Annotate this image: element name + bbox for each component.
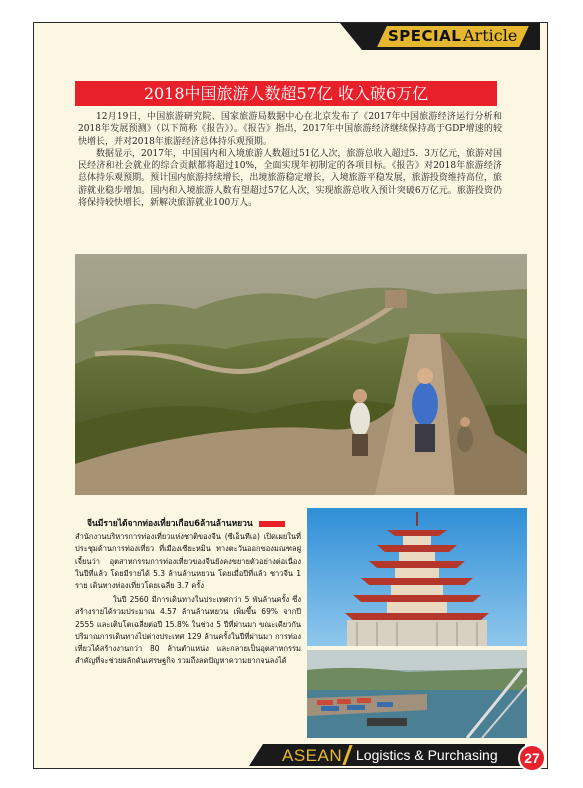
pagoda-photo — [307, 508, 527, 646]
thai-article-body — [75, 518, 301, 667]
footer-magazine-name: Logistics & Purchasing — [356, 747, 498, 763]
thai-paragraph-1: สำนักงานบริหารการท่องเที่ยวแห่งชาติของจีน (ซีเอ็นทีเอ) เปิดเผยในที่ประชุมด้านการท่องเที่ยว ที่เมืองเซียะหมิน ทางตะวันออกของมณฑลฝูเจี้ยนว่า อุตสาหกรรมการท่องเที่ยวของจีนยังคงขยายตัวอย่างต่อเนื่องในปีที่แล้ว โดยมีรายได้ 5.3 ล้านล้านหยวน โดยเมื่อปีที่แล้ว ชาวจีน 1 ราย เดินทางท่องเที่ยวโดยเฉลี่ย 3.7 ครั้ง — [75, 532, 301, 591]
thai-paragraph-2: ในปี 2560 มีการเดินทางในประเทศกว่า 5 พันล้านครั้ง ซึ่งสร้างรายได้รวมประมาณ 4.57 ล้านล้านหยวน เพิ่มขึ้น 69% จากปี 2555 และเติบโตเฉลี่ยต่อปี 15.8% ในช่วง 5 ปีที่ผ่านมา ขณะเดียวกัน ปริมาณการเดินทางไปต่างประเทศ 129 ล้านครั้งในปีที่ผ่านมา การท่องเที่ยวได้สร้างงานกว่า 80 ล้านตำแหน่ง และกลายเป็นอุตสาหกรรมสำคัญที่จะช่วยผลักดันเศรษฐกิจ รวมถึงลดปัญหาความยากจนลงได้ — [75, 595, 301, 666]
port-photo — [307, 650, 527, 738]
page-number-badge: 27 — [518, 744, 546, 772]
chinese-paragraph-1: 12月19日，中国旅游研究院、国家旅游局数据中心在北京发布了《2017年中国旅游经济运行分析和2018年发展预测》（以下简称《报告》）。《报告》指出，2017年中国旅游经济继续保持高于GDP增速的较快增长，并对2018年旅游经济总体持乐观预期。 — [78, 112, 502, 147]
footer-asean-label: ASEAN — [282, 746, 343, 765]
header-article-label: Article — [463, 26, 518, 45]
thai-heading: จีนมีรายได้จากท่องเที่ยวเกือบ6ล้านล้านหยวน — [87, 519, 253, 529]
heading-red-bar — [259, 521, 285, 527]
great-wall-photo — [75, 254, 527, 495]
chinese-article-body — [78, 111, 502, 209]
thai-heading-row — [87, 518, 301, 530]
chinese-paragraph-2: 数据显示，2017年，中国国内和入境旅游人数超过51亿人次，旅游总收入超过5．3万亿元，旅游对国民经济和社会就业的综合贡献都将超过10%，全面实现年初制定的各项目标。《报告》对2018年旅游经济总体持乐观预期。预计国内旅游持续增长，出境旅游稳定增长，入境旅游平稳发展，旅游投资维持高位，旅游就业稳步增加。国内和入境旅游人数有望超过57亿人次，实现旅游总收入预计突破6万亿元。旅游投资仍将保持较快增长，新解决旅游就业100万人。 — [78, 148, 502, 209]
header-special-label: SPECIAL — [388, 27, 462, 45]
article-title: 2018中国旅游人数超57亿 收入破6万亿 — [75, 81, 497, 106]
